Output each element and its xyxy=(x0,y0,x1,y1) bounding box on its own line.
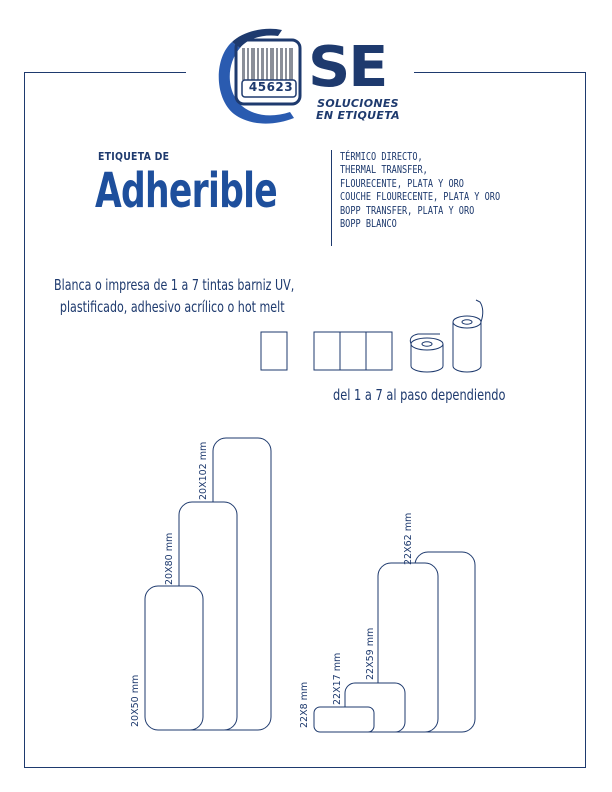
label-shape-20x50 xyxy=(145,586,203,730)
description-line1: Blanca o impresa de 1 a 7 tintas barniz UV, xyxy=(54,276,295,294)
material-item: FLOURECENTE, PLATA Y ORO xyxy=(340,176,464,190)
label-shape-22x8 xyxy=(314,707,374,732)
material-item: BOPP BLANCO xyxy=(340,217,397,231)
product-kicker: ETIQUETA DE xyxy=(98,150,170,163)
logo-subtitle-line1: SOLUCIONES xyxy=(317,97,399,110)
logo-brand: SE xyxy=(308,35,387,100)
size-label-22x17: 22X17 mm xyxy=(332,652,343,705)
description-line2: plastificado, adhesivo acrílico o hot melt xyxy=(59,298,285,316)
material-item: BOPP TRANSFER, PLATA Y ORO xyxy=(340,203,475,217)
size-label-20x50: 20X50 mm xyxy=(130,674,141,727)
logo-number: 45623 xyxy=(248,80,294,94)
size-label-22x62: 22X62 mm xyxy=(403,512,414,565)
product-title: Adherible xyxy=(95,163,277,219)
size-label-20x80: 20X80 mm xyxy=(164,532,175,585)
logo-subtitle-line2: EN ETIQUETA xyxy=(316,109,400,122)
material-item: TÉRMICO DIRECTO, xyxy=(340,150,423,163)
size-label-22x8: 22X8 mm xyxy=(299,681,310,728)
material-item: COUCHE FLOURECENTE, PLATA Y ORO xyxy=(340,190,501,204)
size-label-20x102: 20X102 mm xyxy=(198,441,209,500)
step-note: del 1 a 7 al paso dependiendo xyxy=(333,386,506,404)
size-label-22x59: 22X59 mm xyxy=(365,627,376,680)
material-item: THERMAL TRANSFER, xyxy=(340,163,428,177)
